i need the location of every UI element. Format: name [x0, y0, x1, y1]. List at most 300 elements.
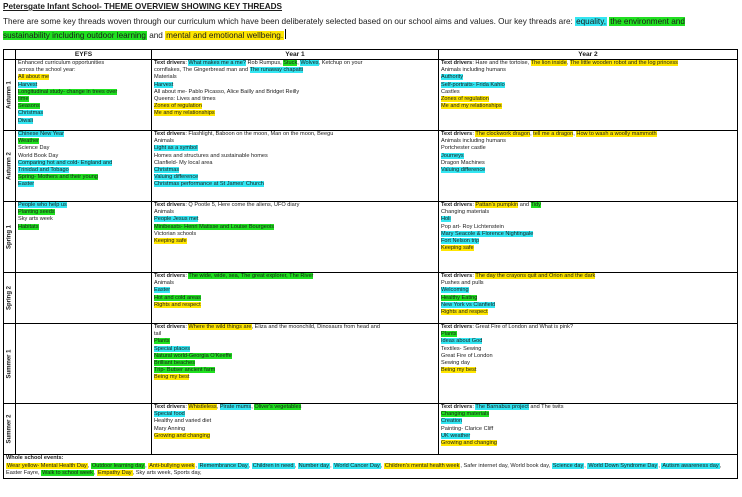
year1-cell — [152, 404, 439, 455]
plain-text: Painting- Clarice Cliff — [441, 425, 494, 432]
highlighted-text: Ideas about God — [441, 338, 483, 345]
whole-school-events-cell — [4, 455, 738, 479]
list-item — [441, 82, 735, 89]
list-item — [18, 216, 149, 223]
list-item — [154, 110, 436, 117]
list-item — [18, 160, 149, 167]
text-drivers-label: Text drivers — [154, 131, 186, 137]
text-drivers-label: Text drivers — [154, 202, 186, 208]
list-item — [18, 131, 149, 138]
list-item — [154, 231, 436, 238]
whole-school-events-row — [4, 455, 738, 479]
plain-text: , — [93, 470, 98, 477]
highlighted-text: Trinidad and Tobago — [18, 167, 69, 174]
list-item — [441, 60, 735, 67]
list-item — [441, 145, 735, 152]
plain-text: Materials — [154, 74, 177, 81]
term-cell — [4, 324, 16, 404]
highlighted-text: Tidy — [530, 202, 541, 208]
text-cursor — [285, 29, 286, 39]
list-item — [154, 418, 436, 425]
plain-text: Enhanced curriculum opportunities — [18, 60, 105, 66]
term-row — [4, 60, 738, 131]
plain-text: : Hare and the tortoise, — [472, 60, 531, 66]
plain-text: World Book Day — [18, 152, 59, 159]
term-label: Autumn 2 — [5, 152, 12, 180]
highlighted-text: Changing materials — [441, 411, 490, 418]
plain-text: : — [472, 202, 476, 208]
plain-text: : — [185, 273, 189, 279]
plain-text: Textiles- Sewing — [441, 345, 482, 352]
text-drivers-label: Text drivers — [441, 202, 473, 208]
highlighted-text: Pattan's pumpkin — [475, 202, 519, 208]
header-term — [4, 50, 16, 60]
highlighted-text: Harvest — [154, 81, 174, 88]
highlighted-text: Healthy Eating — [441, 294, 478, 301]
plain-text: : — [185, 404, 189, 410]
plain-text: and — [518, 202, 531, 208]
key-thread-yellow: mental and emotional wellbeing. — [166, 31, 284, 40]
list-item — [18, 174, 149, 181]
highlighted-text: Growing and changing — [154, 432, 210, 439]
highlighted-text: The lion inside — [530, 60, 567, 66]
highlighted-text: Christmas — [154, 167, 180, 174]
highlighted-text: Fort Nelson trip — [441, 238, 480, 245]
plain-text: : Flashlight, Baboon on the moon, Man on the moon, Beegu — [185, 131, 334, 137]
highlighted-text: The clockwork dragon — [475, 131, 531, 137]
highlighted-text: Zones of regulation — [441, 96, 489, 103]
highlighted-text: World Cancer Day — [334, 462, 380, 469]
term-cell — [4, 202, 16, 273]
year2-cell — [439, 404, 738, 455]
list-item — [441, 167, 735, 174]
highlighted-text: Light as a symbol — [154, 145, 198, 152]
highlighted-text: The little wooden robot and the log princess — [569, 60, 678, 66]
list-item — [18, 67, 149, 74]
plain-text: Homes and structures and sustainable homes — [154, 152, 268, 159]
year2-cell — [439, 131, 738, 202]
intro-text: There are some key threads woven through our curriculum which have been deliberately selected based on our school aims and values. Our key threads are: — [3, 17, 576, 26]
list-item — [441, 245, 735, 252]
plain-text: cornflakes, The Gingerbread man and — [154, 67, 250, 74]
highlighted-text: Mary Seacole & Florence Nightingale — [441, 230, 534, 237]
term-cell — [4, 60, 16, 131]
highlighted-text: Remembrance Day — [199, 462, 248, 469]
list-item — [441, 209, 735, 216]
list-item — [18, 202, 149, 209]
plain-text: , — [248, 462, 252, 469]
term-label: Spring 1 — [5, 224, 12, 250]
plain-text: : — [185, 324, 189, 330]
highlighted-text: Wolves — [300, 60, 319, 66]
list-item — [154, 374, 436, 381]
list-item — [154, 426, 436, 433]
highlighted-text: Where the wild things are — [188, 324, 252, 330]
list-item — [441, 367, 735, 374]
list-item — [441, 238, 735, 245]
eyfs-cell — [16, 324, 152, 404]
highlighted-text: Keeping safe — [441, 245, 474, 252]
highlighted-text: Welcoming — [441, 287, 469, 294]
plain-text: : — [185, 60, 189, 66]
highlighted-text: The wide, wide, sea, The great explorer, The River — [188, 273, 314, 279]
plain-text: , — [216, 404, 220, 410]
highlighted-text: Habitats — [18, 223, 39, 230]
header-year2: Year 2 — [439, 50, 738, 60]
list-item — [441, 96, 735, 103]
plain-text: Dragon Machines — [441, 159, 485, 166]
year1-cell — [152, 60, 439, 131]
list-item — [154, 131, 436, 138]
list-item — [441, 74, 735, 81]
highlighted-text: Spring- Mothers and their young — [18, 174, 98, 181]
highlighted-text: Wear yellow- Mental Health Day — [7, 462, 87, 469]
eyfs-cell — [16, 60, 152, 131]
list-item — [154, 287, 436, 294]
highlighted-text: People Jesus met — [154, 216, 199, 223]
header-eyfs: EYFS — [16, 50, 152, 60]
list-item — [441, 309, 735, 316]
list-item — [441, 160, 735, 167]
highlighted-text: Weather — [18, 138, 40, 145]
highlighted-text: Oliver's vegetables — [254, 404, 302, 410]
list-item — [154, 160, 436, 167]
highlighted-text: Hot and cold areas — [154, 294, 201, 301]
list-item — [154, 202, 436, 209]
list-item — [154, 353, 436, 360]
eyfs-cell — [16, 273, 152, 324]
highlighted-text: Seasons — [18, 103, 40, 110]
plain-text: Healthy and varied diet — [154, 418, 212, 425]
plain-text: , — [294, 462, 298, 469]
term-row — [4, 324, 738, 404]
highlighted-text: Natural world-Georgia O'Keeffe — [154, 352, 232, 359]
highlighted-text: Rights and respect — [154, 301, 201, 308]
document-title: Petersgate Infant School- THEME OVERVIEW SHOWING KEY THREADS — [3, 2, 283, 11]
list-item — [441, 331, 735, 338]
highlighted-text: Rights and respect — [441, 309, 488, 316]
text-drivers-label: Text drivers — [154, 324, 186, 330]
eyfs-cell — [16, 404, 152, 455]
highlighted-text: Brilliant beaches — [154, 360, 196, 367]
list-item — [154, 138, 436, 145]
year2-cell — [439, 324, 738, 404]
list-item — [154, 433, 436, 440]
list-item — [441, 153, 735, 160]
highlighted-text: Autism awareness day — [662, 462, 719, 469]
plain-text: Pushes and pulls — [441, 280, 484, 287]
year2-cell — [439, 202, 738, 273]
highlighted-text: Creation — [441, 418, 463, 425]
highlighted-text: tell me a dragon — [533, 131, 574, 137]
highlighted-text: Holi — [441, 216, 451, 223]
highlighted-text: How to wash a woolly mammoth — [576, 131, 657, 137]
plain-text: , Sky arts week, Sports day, — [132, 470, 202, 477]
highlighted-text: Being my best — [154, 374, 190, 381]
highlighted-text: Growing and changing — [441, 440, 497, 447]
list-item — [441, 360, 735, 367]
highlighted-text: Trip- Butser ancient farm — [154, 367, 216, 374]
highlighted-text: Zones of regulation — [154, 103, 202, 110]
list-item — [441, 411, 735, 418]
highlighted-text: Journeys — [441, 152, 464, 159]
plain-text: , Ketchup on your — [318, 60, 363, 66]
highlighted-text: time — [18, 96, 29, 103]
list-item — [441, 224, 735, 231]
highlighted-text: UK weather — [441, 432, 471, 439]
year2-cell — [439, 273, 738, 324]
list-item — [18, 103, 149, 110]
list-item — [441, 280, 735, 287]
plain-text: Mary Anning — [154, 425, 186, 432]
list-item — [441, 440, 735, 447]
highlighted-text: The Barnabus project — [475, 404, 529, 410]
text-drivers-label: Text drivers — [441, 324, 473, 330]
plain-text: Rob Rumpus, — [245, 60, 284, 66]
plain-text: Clanfield- My local area — [154, 159, 213, 166]
highlighted-text: Christmas — [18, 110, 44, 117]
term-cell — [4, 404, 16, 455]
list-item — [154, 360, 436, 367]
highlighted-text: Children in need — [252, 462, 294, 469]
highlighted-text: Special places — [154, 345, 191, 352]
list-item — [441, 295, 735, 302]
list-item — [18, 145, 149, 152]
highlighted-text: Chinese New Year — [18, 131, 65, 137]
list-item — [154, 324, 436, 331]
list-item — [441, 131, 735, 138]
plain-text: : — [472, 404, 476, 410]
list-item — [154, 89, 436, 96]
highlighted-text: Walk to school week — [42, 470, 93, 477]
text-drivers-label: Text drivers — [441, 273, 473, 279]
events-list — [6, 463, 735, 478]
highlighted-text: What makes me a me? — [188, 60, 246, 66]
highlighted-text: Christmas performance at St James' Church — [154, 181, 264, 188]
key-thread-green: the environment and sustainability including outdoor learning — [3, 17, 685, 40]
plain-text: , — [145, 462, 149, 469]
highlighted-text: Being my best — [441, 367, 477, 374]
plain-text: , — [584, 462, 588, 469]
highlighted-text: World Down Syndrome Day — [588, 462, 658, 469]
year1-cell — [152, 273, 439, 324]
list-item — [18, 209, 149, 216]
term-label: Autumn 1 — [5, 81, 12, 109]
highlighted-text: People who help us — [18, 202, 67, 208]
highlighted-text: Authority — [441, 74, 464, 81]
highlighted-text: Valuing difference — [441, 167, 486, 174]
highlighted-text: Easter — [18, 181, 35, 188]
plain-text: , — [380, 462, 384, 469]
list-item — [154, 103, 436, 110]
plain-text: , — [195, 462, 199, 469]
highlighted-text: Diwali — [18, 117, 33, 124]
plain-text: Animals — [154, 280, 174, 287]
plain-text: Castles — [441, 88, 460, 95]
highlighted-text: Longitudinal study- change in trees over — [18, 88, 118, 95]
plain-text: , — [297, 60, 301, 66]
list-item — [441, 138, 735, 145]
text-drivers-label: Text drivers — [441, 404, 473, 410]
plain-text: , — [573, 131, 577, 137]
list-item — [154, 82, 436, 89]
highlighted-text: Outdoor learning day — [91, 462, 145, 469]
text-drivers-label: Text drivers — [441, 60, 473, 66]
list-item — [441, 202, 735, 209]
plain-text: : Great Fire of London and What is pink? — [472, 324, 574, 330]
list-item — [154, 338, 436, 345]
key-thread-cyan: equality, — [576, 17, 606, 26]
list-item — [18, 118, 149, 125]
term-row — [4, 404, 738, 455]
header-year1: Year 1 — [152, 50, 439, 60]
list-item — [441, 338, 735, 345]
highlighted-text: All about me — [18, 74, 50, 81]
list-item — [154, 181, 436, 188]
year1-cell — [152, 131, 439, 202]
list-item — [18, 74, 149, 81]
plain-text: , Safer internet day, World book day, — [460, 462, 552, 469]
list-item — [154, 346, 436, 353]
list-item — [154, 96, 436, 103]
highlighted-text: Stuck — [283, 60, 298, 66]
highlighted-text: Children's mental health week — [384, 462, 460, 469]
plain-text: Sky arts week — [18, 216, 53, 223]
plain-text: Changing materials — [441, 209, 490, 216]
highlighted-text: Plants — [154, 338, 170, 345]
highlighted-text: Whistleless — [188, 404, 217, 410]
highlighted-text: Pirate mums — [219, 404, 252, 410]
plain-text: , Eliza and the moonchild, Dinosaurs from head and — [251, 324, 380, 330]
list-item — [441, 324, 735, 331]
plain-text: and The twits — [528, 404, 564, 410]
intro-text: and — [146, 31, 166, 40]
year1-cell — [152, 202, 439, 273]
list-item — [441, 404, 735, 411]
list-item — [18, 110, 149, 117]
highlighted-text: Anti-bullying week — [149, 462, 195, 469]
plain-text: , — [87, 462, 91, 469]
highlighted-text: Self-portraits- Frida Kahlo — [441, 81, 505, 88]
highlighted-text: Valuing difference — [154, 174, 199, 181]
highlighted-text: Special food — [154, 411, 185, 418]
list-item — [18, 89, 149, 96]
plain-text: All about me- Pablo Picasso, Alice Bailly and Bridget Reilly — [154, 88, 300, 95]
list-item — [441, 103, 735, 110]
plain-text: Animals — [154, 209, 174, 216]
highlighted-text: The day the crayons quit and Orion and the dark — [475, 273, 596, 279]
theme-overview-table — [3, 49, 738, 479]
term-label: Summer 2 — [5, 414, 12, 444]
plain-text: , — [658, 462, 662, 469]
plain-text: Victorian schools — [154, 230, 197, 237]
list-item — [441, 287, 735, 294]
plain-text: across the school year: — [18, 67, 76, 74]
plain-text: Science Day — [18, 145, 50, 152]
text-drivers-label: Text drivers — [154, 60, 186, 66]
list-item — [154, 167, 436, 174]
plain-text: , — [330, 462, 334, 469]
highlighted-text: New York vs Clanfield — [441, 301, 496, 308]
highlighted-text: The runaway chapatti — [249, 67, 304, 74]
list-item — [441, 273, 735, 280]
list-item — [441, 353, 735, 360]
list-item — [154, 331, 436, 338]
list-item — [154, 273, 436, 280]
plain-text: , — [566, 60, 570, 66]
plain-text: Animals including humans — [441, 67, 506, 74]
text-drivers-label: Text drivers — [441, 131, 473, 137]
list-item — [154, 67, 436, 74]
plain-text: tail — [154, 331, 162, 338]
list-item — [441, 433, 735, 440]
plain-text: Animals including humans — [441, 138, 506, 145]
plain-text: Queens: Lives and times — [154, 96, 216, 103]
eyfs-cell — [16, 202, 152, 273]
events-label: Whole school events: — [6, 455, 64, 461]
plain-text: Animals — [154, 138, 174, 145]
highlighted-text: Me and my relationships — [154, 110, 215, 117]
highlighted-text: Harvest — [18, 81, 38, 88]
plain-text: : — [472, 273, 476, 279]
highlighted-text: Minibeasts- Henri Matisse and Louise Bourgeois — [154, 223, 275, 230]
list-item — [441, 67, 735, 74]
year2-cell — [439, 60, 738, 131]
eyfs-cell — [16, 131, 152, 202]
list-item — [154, 411, 436, 418]
list-item — [18, 167, 149, 174]
list-item — [18, 181, 149, 188]
list-item — [441, 302, 735, 309]
list-item — [441, 216, 735, 223]
list-item — [18, 82, 149, 89]
list-item — [18, 138, 149, 145]
plain-text: Pop art- Roy Lichtenstein — [441, 223, 504, 230]
list-item — [154, 74, 436, 81]
list-item — [154, 367, 436, 374]
term-row — [4, 131, 738, 202]
text-drivers-label: Text drivers — [154, 273, 186, 279]
list-item — [154, 60, 436, 67]
highlighted-text: Empathy Day — [98, 470, 132, 477]
list-item — [18, 224, 149, 231]
intro-paragraph — [3, 15, 703, 43]
plain-text: , Easter Fayre, — [6, 462, 722, 477]
highlighted-text: Keeping safe — [154, 238, 187, 245]
list-item — [18, 60, 149, 67]
list-item — [18, 153, 149, 160]
list-item — [154, 216, 436, 223]
term-label: Summer 1 — [5, 348, 12, 379]
highlighted-text: Plants — [441, 331, 457, 338]
list-item — [154, 174, 436, 181]
list-item — [154, 224, 436, 231]
list-item — [441, 346, 735, 353]
list-item — [154, 404, 436, 411]
plain-text: , — [251, 404, 255, 410]
list-item — [154, 295, 436, 302]
plain-text: Portchester castle — [441, 145, 486, 152]
text-drivers-label: Text drivers — [154, 404, 186, 410]
list-item — [441, 418, 735, 425]
highlighted-text: Easter — [154, 287, 171, 294]
list-item — [154, 302, 436, 309]
list-item — [18, 96, 149, 103]
plain-text: Sewing day — [441, 360, 470, 367]
highlighted-text: Comparing hot and cold- England and — [18, 159, 113, 166]
highlighted-text: Number day — [298, 462, 330, 469]
plain-text: : — [472, 131, 476, 137]
